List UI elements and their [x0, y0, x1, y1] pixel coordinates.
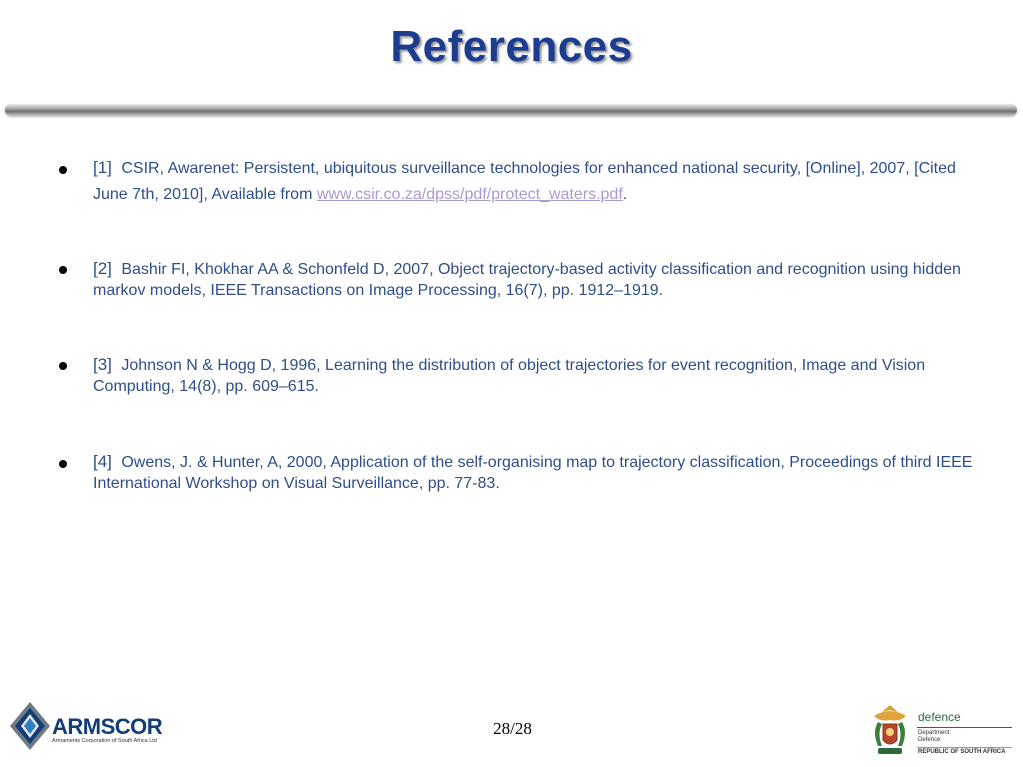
- reference-text: CSIR, Awarenet: Persistent, ubiquitous surveillance technologies for enhanced national security, [Online], 2007, [Cited June 7th, 2010], Available from: [93, 160, 956, 203]
- bullet-icon: [59, 166, 67, 174]
- defence-dept-label: Department:: [918, 730, 952, 736]
- reference-number: [4]: [93, 452, 112, 471]
- armscor-tagline: Armaments Corporation of South Africa Ltd: [52, 738, 157, 744]
- bullet-icon: [59, 266, 67, 274]
- reference-item-4: [93, 451, 973, 494]
- reference-number: [1]: [93, 158, 112, 177]
- reference-link[interactable]: www.csir.co.za/dpss/pdf/protect_waters.pdf: [316, 186, 623, 203]
- slide-title: References: [390, 22, 633, 71]
- reference-text: Owens, J. & Hunter, A, 2000, Application of the self-organising map to trajectory classification, Proceedings of third IEEE International Workshop on Visual Surveillance, pp. 77-83.: [93, 454, 973, 492]
- reference-text: Bashir FI, Khokhar AA & Schonfeld D, 2007, Object trajectory-based activity classification and recognition using hidden markov models, IEEE Transactions on Image Processing, 16(7), pp. 1912–1919.: [93, 261, 961, 299]
- bullet-icon: [59, 362, 67, 370]
- reference-number: [3]: [93, 355, 112, 374]
- armscor-emblem-icon: [8, 700, 52, 756]
- reference-item-2: [93, 258, 973, 301]
- defence-divider: [917, 727, 1012, 728]
- reference-number: [2]: [93, 259, 112, 278]
- defence-divider-2: [917, 747, 1012, 748]
- reference-text-end: .: [622, 186, 628, 203]
- reference-item-3: [93, 354, 973, 397]
- defence-logo: [868, 702, 1018, 762]
- defence-word: defence: [918, 710, 961, 724]
- defence-country: REPUBLIC OF SOUTH AFRICA: [918, 749, 1006, 755]
- armscor-logo: [8, 700, 168, 756]
- bullet-icon: [59, 460, 67, 468]
- defence-dept-name: Defence: [918, 737, 941, 743]
- coat-of-arms-icon: [868, 702, 912, 760]
- armscor-name: ARMSCOR: [52, 714, 163, 739]
- reference-text: Johnson N & Hogg D, 1996, Learning the distribution of object trajectories for event recognition, Image and Vision Computing, 14(8), pp. 609–615.: [93, 357, 926, 395]
- page-number: 28/28: [493, 719, 532, 738]
- reference-item-1: [93, 155, 973, 208]
- title-divider: [5, 104, 1017, 116]
